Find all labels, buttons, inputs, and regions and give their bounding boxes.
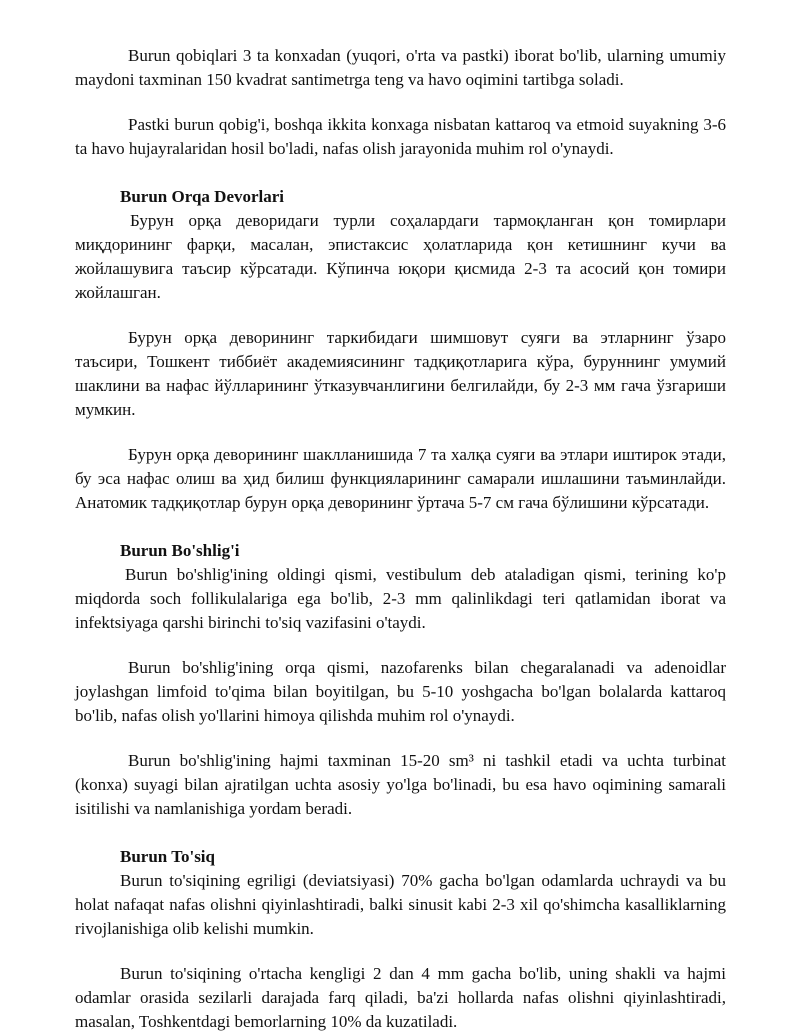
section1-paragraph-1: Бурун орқа деворидаги турли соҳалардаги тармоқланган қон томирлари миқдорининг фарқи, масалан, эпистаксис ҳолатларида қон кетишнинг кучи ва жойлашувига таъсир кўрсатади. Кўпинча юқори қисмида 2-3 та асосий қон томири жойлашган. <box>75 211 726 302</box>
section1-paragraph-3: Бурун орқа деворининг шаклланишида 7 та халқа суяги ва этлари иштирок этади, бу эса нафас олиш ва ҳид билиш функцияларининг самарали ишлашини таъминлайди. Анатомик тадқиқотлар бурун орқа деворининг ўртача 5-7 см гача бўлишини кўрсатади. <box>75 445 726 512</box>
section1-paragraph-2: Бурун орқа деворининг таркибидаги шимшовут суяги ва этларнинг ўзаро таъсири, Тошкент тиббиёт академиясининг тадқиқотларига кўра, буруннинг умумий шаклини ва нафас йўлларининг ўтказувчанлигини белгилайди, бу 2-3 мм гача ўзгариши мумкин. <box>75 328 726 419</box>
section2-paragraph-3: Burun bo'shlig'ining hajmi taxminan 15-20 sm³ ni tashkil etadi va uchta turbinat (konxa) suyagi bilan ajratilgan uchta asosiy yo'lga bo'linadi, bu esa havo oqimining samarali isitilishi va namlanishiga yordam beradi. <box>75 751 726 818</box>
section2-paragraph-2: Burun bo'shlig'ining orqa qismi, nazofarenks bilan chegaralanadi va adenoidlar joylashgan limfoid to'qima bilan boyitilgan, bu 5-10 yoshgacha bo'lgan bolalarda kattaroq bo'lib, nafas olish yo'llarini himoya qilishda muhim rol o'ynaydi. <box>75 658 726 725</box>
document-page <box>75 44 726 1034</box>
section-heading-tosiq: Burun To'siq <box>120 847 215 866</box>
section3-paragraph-1: Burun to'siqining egriligi (deviatsiyasi) 70% gacha bo'lgan odamlarda uchraydi va bu holat nafaqat nafas olishni qiyinlashtiradi, balki sinusit kabi 2-3 xil qo'shimcha kasalliklarning rivojlanishiga olib kelishi mumkin. <box>75 871 726 938</box>
section2-paragraph-1: Burun bo'shlig'ining oldingi qismi, vestibulum deb ataladigan qismi, terining ko'p miqdorda soch follikulalariga ega bo'lib, 2-3 mm qalinlikdagi teri qatlamidan iborat va infektsiyaga qarshi birinchi to'siq vazifasini o'taydi. <box>75 565 726 632</box>
intro-paragraph-1: Burun qobiqlari 3 ta konxadan (yuqori, o'rta va pastki) iborat bo'lib, ularning umumiy maydoni taxminan 150 kvadrat santimetrga teng va havo oqimini tartibga soladi. <box>75 46 726 89</box>
section-heading-bushligi: Burun Bo'shlig'i <box>120 541 240 560</box>
section-heading-orqa-devorlari: Burun Orqa Devorlari <box>120 187 285 206</box>
intro-paragraph-2: Pastki burun qobig'i, boshqa ikkita konxaga nisbatan kattaroq va etmoid suyakning 3-6 ta havo hujayralaridan hosil bo'ladi, nafas olish jarayonida muhim rol o'ynaydi. <box>75 115 726 158</box>
section3-paragraph-2: Burun to'siqining o'rtacha kengligi 2 dan 4 mm gacha bo'lib, uning shakli va hajmi odamlar orasida sezilarli darajada farq qiladi, ba'zi hollarda nafas olishni qiyinlashtiradi, masalan, Toshkentdagi bemorlarning 10% da kuzatiladi. <box>75 964 726 1031</box>
